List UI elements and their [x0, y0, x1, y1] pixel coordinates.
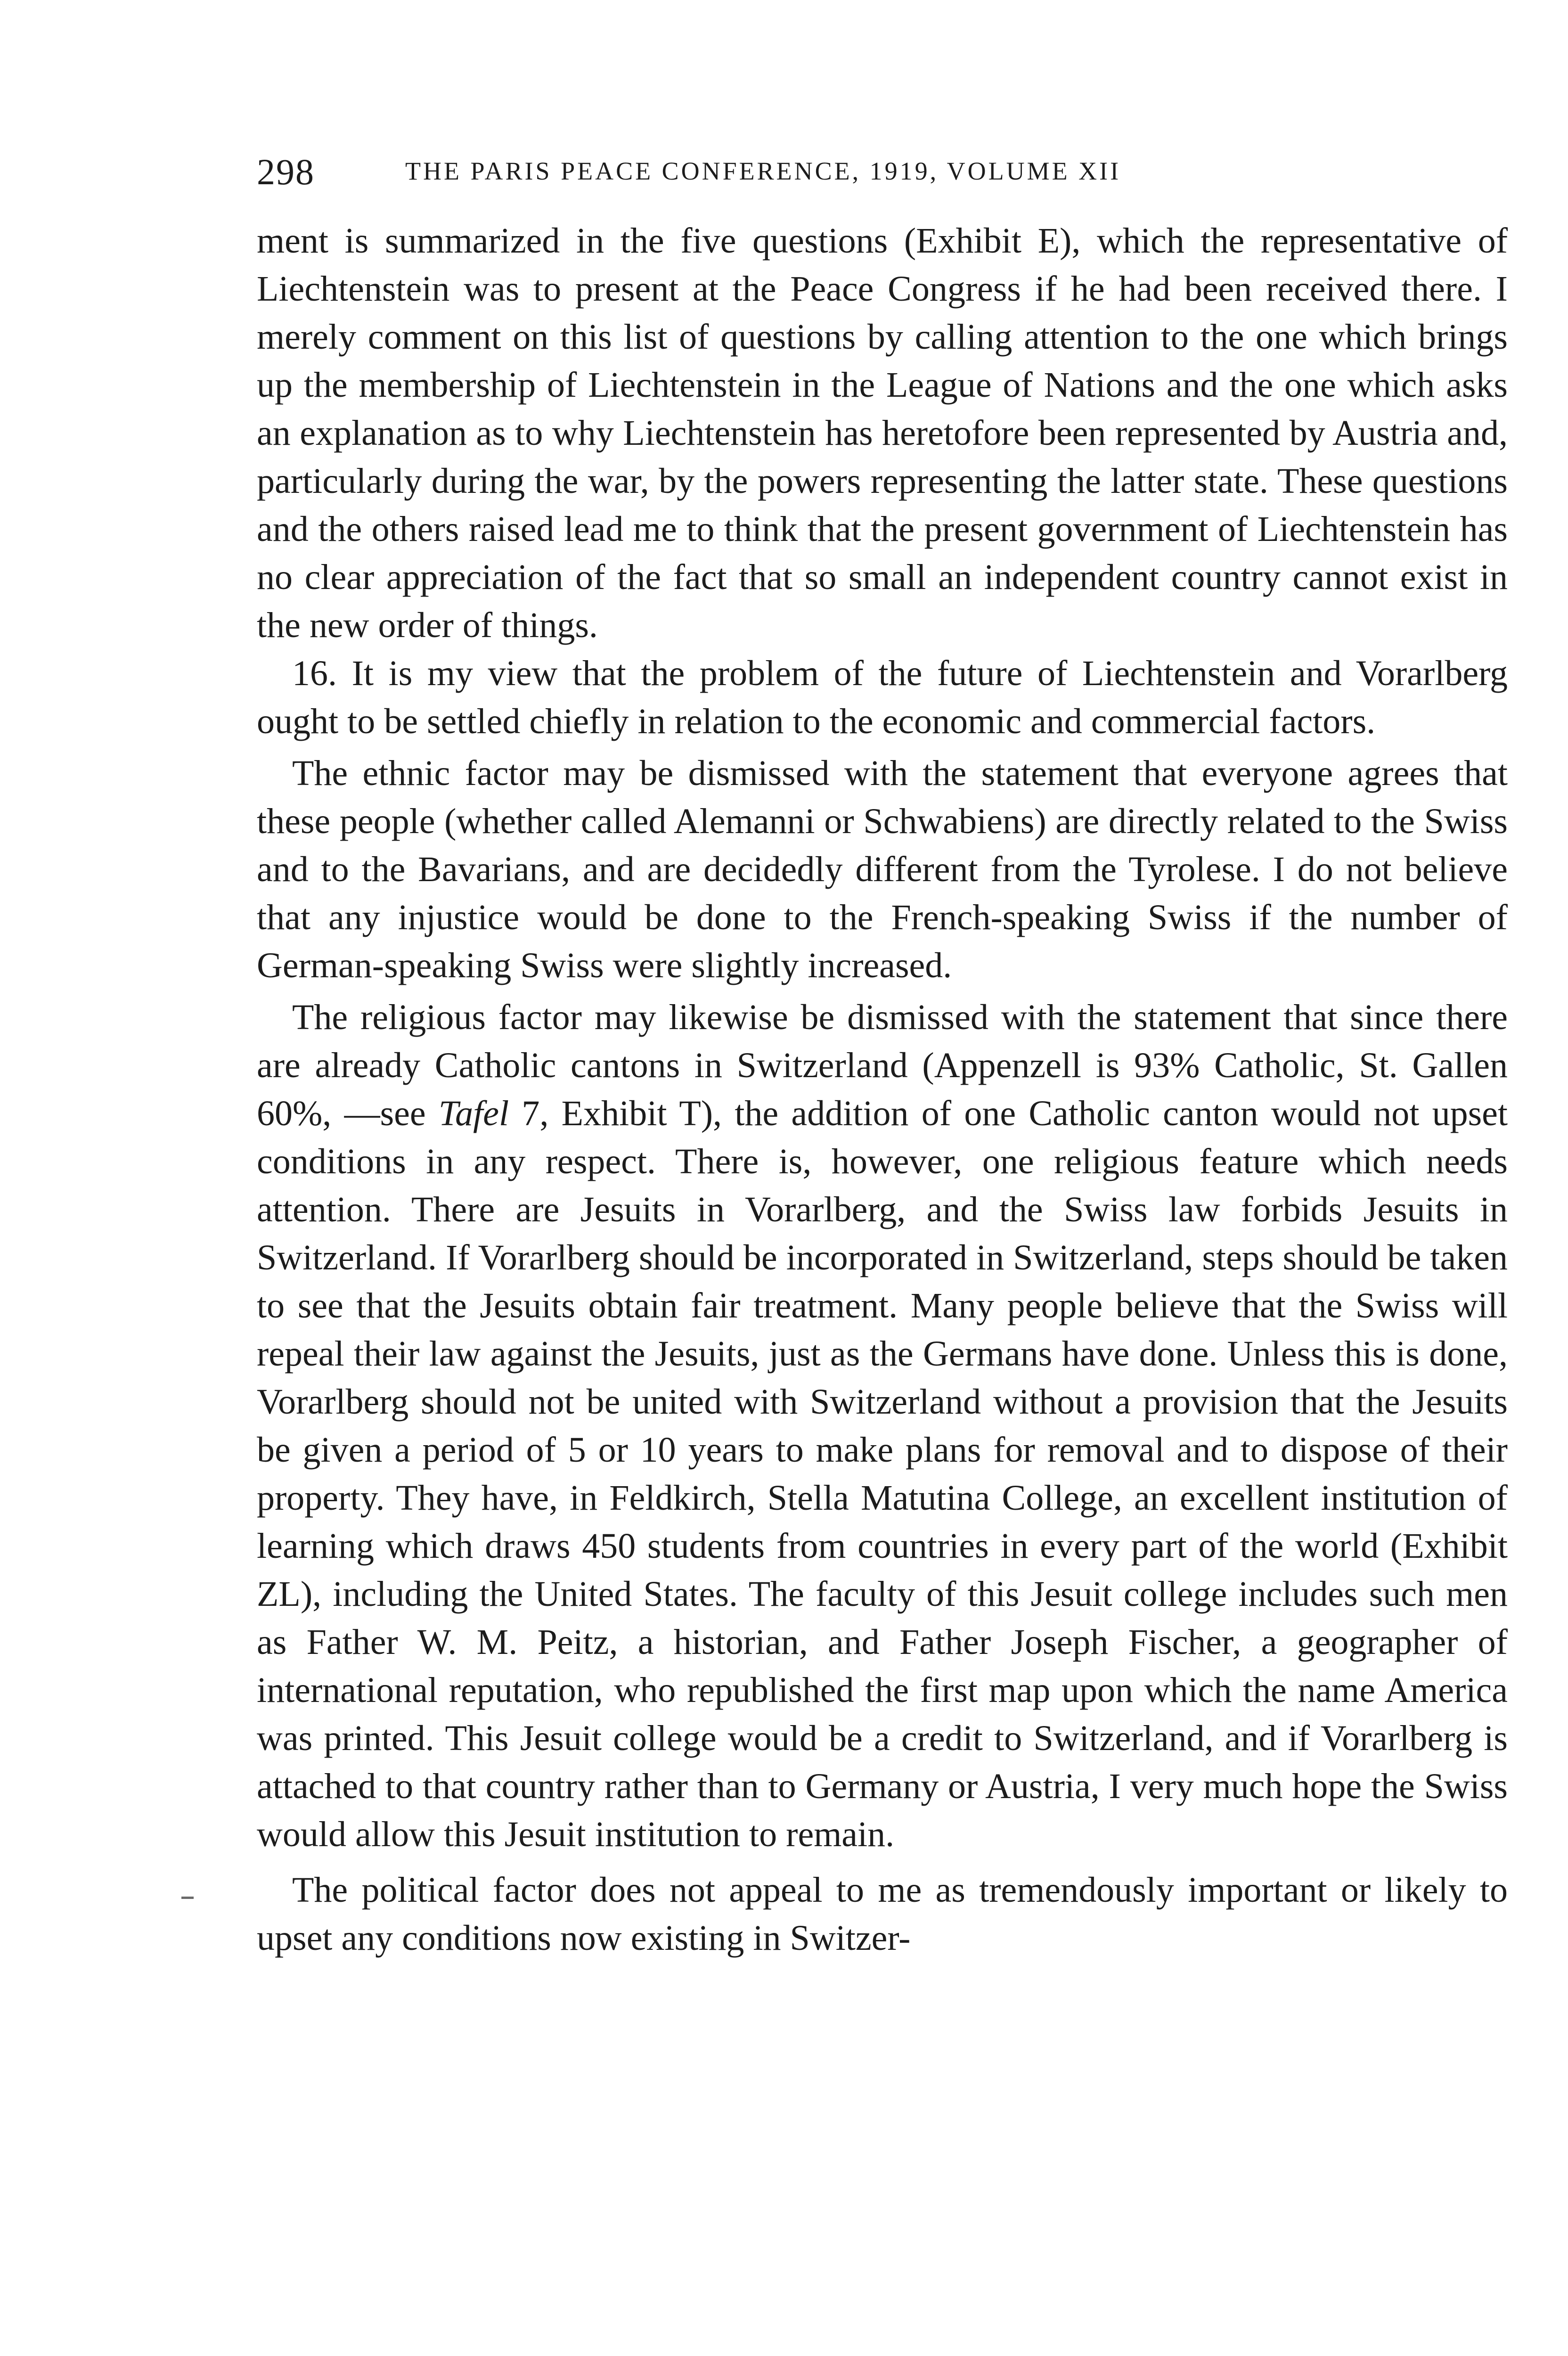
religious-text-rest: 7, Exhibit T), the addition of one Catholic canton would not upset conditions in any respect. There is, however, one religious feature which needs attention. There are Jesuits in Vorarlberg, and the Swiss law forbids Jesuits in Switzerland. If Vorarlberg should be incorporated in Switzerland, steps should be taken to see that the Jesuits obtain fair treatment. Many people believe that the Swiss will repeal their law against the Jesuits, just as the Germans have done. Unless this is done, Vorarlberg should not be united with Switzerland without a provision that the Jesuits be given a period of 5 or 10 years to make plans for removal and to dispose of their property. They have, in Feldkirch, Stella Matutina College, an excellent institution of learning which draws 450 students from countries in every part of the world (Exhibit ZL), including the United States. The faculty of this Jesuit college includes such men as Father W. M. Peitz, a historian, and Father Joseph Fischer, a geographer of international reputation, who republished the first map upon which the name America was printed. This Jesuit college would be a credit to Switzerland, and if Vorarlberg is attached to that country rather than to Germany or Austria, I very much hope the Swiss would allow this Jesuit institution to remain.	[257, 1094, 1508, 1854]
page	[257, 151, 1508, 1962]
paragraph-political-factor: The political factor does not appeal to me as tremendously important or likely to upset any conditions now existing in Switzer-	[257, 1870, 1508, 1958]
margin-mark	[181, 1897, 194, 1899]
page-number: 298	[257, 151, 315, 192]
paragraph-continuation: ment is summarized in the five questions (Exhibit E), which the representative of Liechtenstein was to present at the Peace Congress if he had been received there. I merely comment on this list of questions by calling attention to the one which brings up the membership of Liechtenstein in the League of Nations and the one which asks an explanation as to why Liechtenstein has heretofore been represented by Austria and, particularly during the war, by the powers representing the latter state. These questions and the others raised lead me to think that the present government of Liechtenstein has no clear appreciation of the fact that so small an independent country cannot exist in the new order of things.	[257, 221, 1508, 645]
body-text	[257, 217, 1508, 1962]
religious-text-start: The religious factor may likewise be dismissed with the statement that since there are already Catholic cantons in Switzerland (Appenzell is 93% Catholic, St. Gallen 60%, —see	[257, 998, 1508, 1133]
running-head	[257, 151, 1508, 198]
paragraph-16: 16. It is my view that the problem of the future of Liechtenstein and Vorarlberg ought to be settled chiefly in relation to the economic and commercial factors.	[257, 654, 1508, 741]
paragraph-ethnic-factor: The ethnic factor may be dismissed with the statement that everyone agrees that these people (whether called Alemanni or Schwabiens) are directly related to the Swiss and to the Bavarians, and are decidedly different from the Tyrolese. I do not believe that any injustice would be done to the French-speaking Swiss if the number of German-speaking Swiss were slightly increased.	[257, 753, 1508, 985]
paragraph-religious-factor	[257, 993, 1508, 1858]
tafel-reference: Tafel	[438, 1094, 509, 1133]
running-title: THE PARIS PEACE CONFERENCE, 1919, VOLUME XII	[405, 157, 1121, 185]
